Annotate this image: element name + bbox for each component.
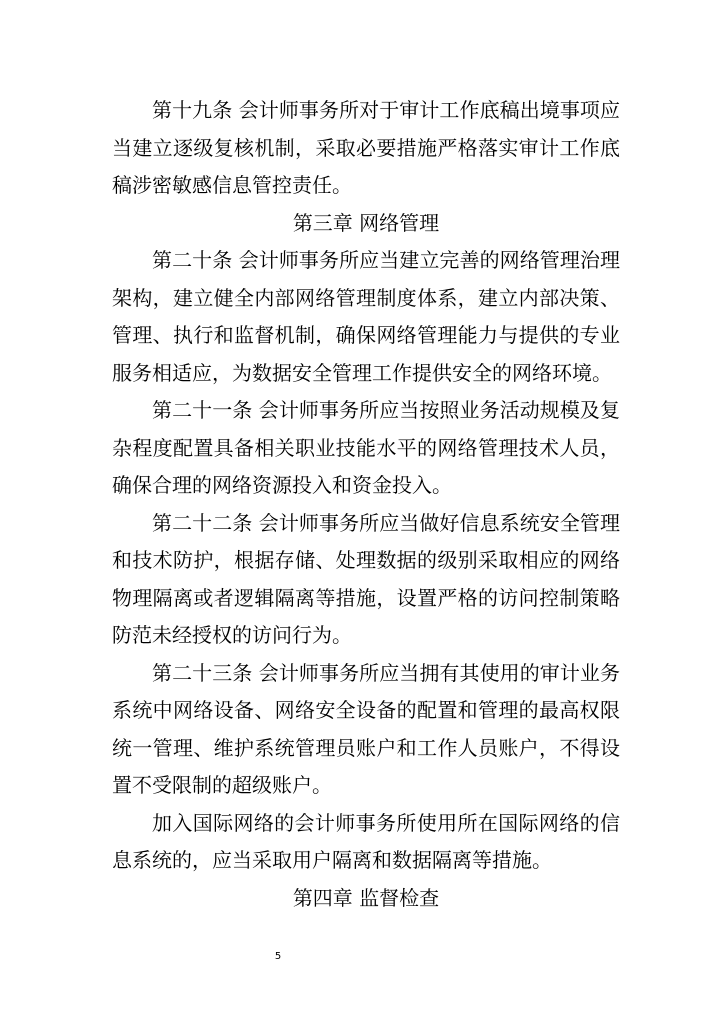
document-body [112,92,620,917]
article-19: 第十九条 会计师事务所对于审计工作底稿出境事项应当建立逐级复核机制，采取必要措施严格落实审计工作底稿涉密敏感信息管控责任。 [112,98,620,197]
international-network-paragraph: 加入国际网络的会计师事务所使用所在国际网络的信息系统的，应当采取用户隔离和数据隔离等措施。 [112,810,620,872]
page-number: 5 [274,951,282,962]
chapter-3-heading: 第三章 网络管理 [292,210,440,235]
article-23: 第二十三条 会计师事务所应当拥有其使用的审计业务系统中网络设备、网络安全设备的配置和管理的最高权限统一管理、维护系统管理员账户和工作人员账户，不得设置不受限制的超级账户。 [112,660,620,797]
article-20: 第二十条 会计师事务所应当建立完善的网络管理治理架构，建立健全内部网络管理制度体系，建立内部决策、管理、执行和监督机制，确保网络管理能力与提供的专业服务相适应，为数据安全管理工作提供安全的网络环境。 [112,248,620,385]
article-22: 第二十二条 会计师事务所应当做好信息系统安全管理和技术防护，根据存储、处理数据的级别采取相应的网络物理隔离或者逻辑隔离等措施，设置严格的访问控制策略防范未经授权的访问行为。 [112,510,620,647]
article-21: 第二十一条 会计师事务所应当按照业务活动规模及复杂程度配置具备相关职业技能水平的网络管理技术人员，确保合理的网络资源投入和资金投入。 [112,398,620,497]
chapter-4-heading: 第四章 监督检查 [292,885,440,910]
